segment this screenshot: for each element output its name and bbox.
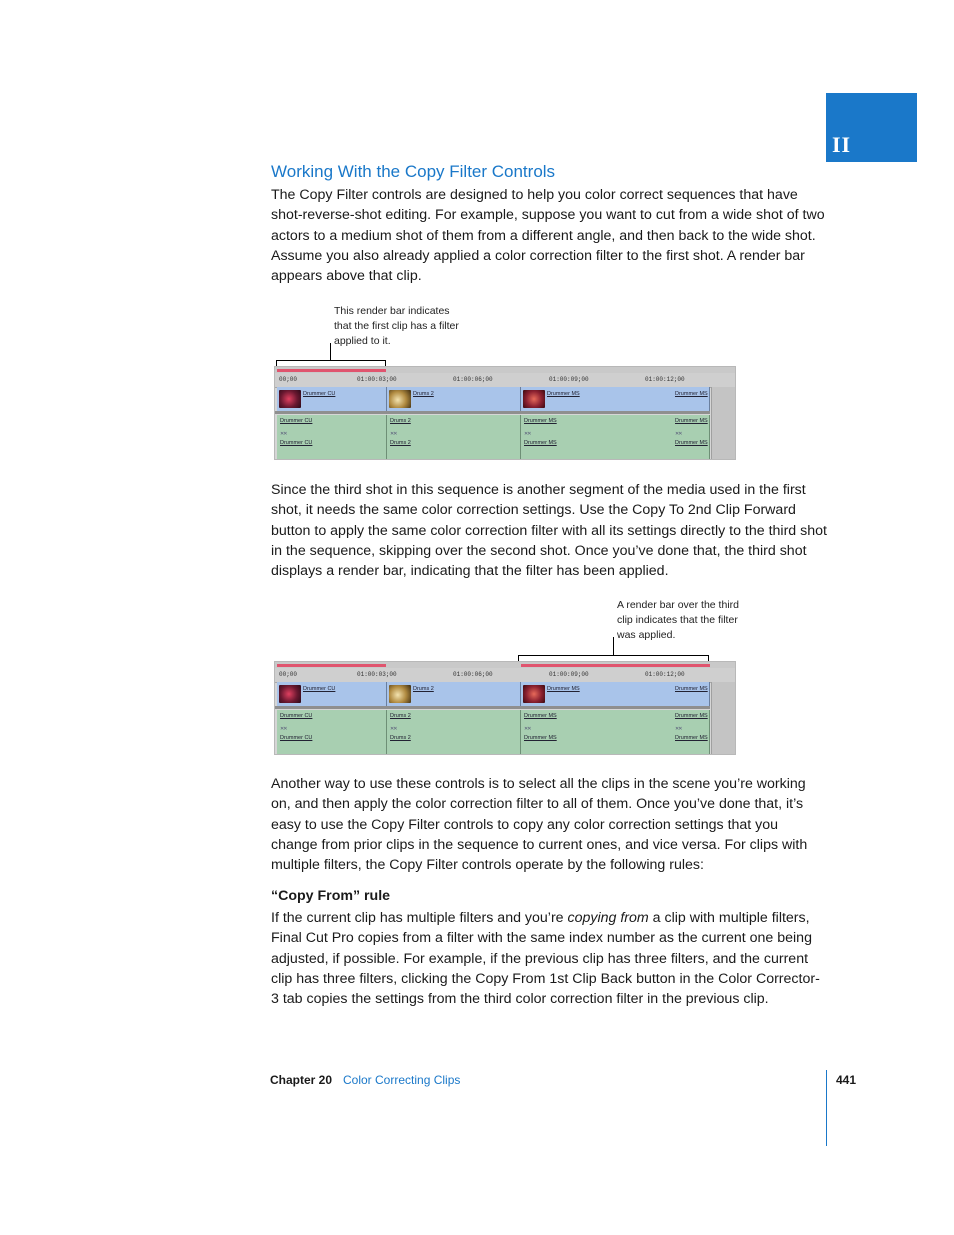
callout-leader-bracket [276, 360, 386, 361]
timecode-label: 00;00 [279, 671, 298, 678]
paragraph-intro: The Copy Filter controls are designed to help you color correct sequences that have shot-reverse-shot editing. For example, suppose you want to cut from a wide shot of two actors to a medium shot of them from a different angle, and then back to the wide shot. Assume you also already applied a color correction filter to the first shot. A render bar appears above that clip. [271, 187, 825, 285]
timecode-label: 01:00:09;00 [549, 671, 589, 678]
timecode-label: 01:00:12;00 [645, 671, 685, 678]
link-icon: ✕✕ [524, 726, 531, 732]
rule-text-end: a clip with multiple filters, Final Cut Pro copies from a filter with the same index number as the current one being adjusted, if possible. For example, if the previous clip has three filters, and the current clip has three filters, clicking the Copy From 1st Clip Back button in the Color Corrector-3 tab copies the settings from the third color correction filter in the previous clip. [271, 910, 820, 1008]
clip-label: Drums 2 [390, 418, 411, 424]
render-bar-clip-1 [277, 664, 386, 667]
footer-chapter: Chapter 20 [270, 1073, 333, 1087]
timeline-scroll-gutter [711, 387, 736, 459]
audio-clip[interactable] [277, 415, 387, 459]
clip-label: Drummer CU [280, 713, 313, 719]
clip-label: Drummer MS [524, 440, 557, 446]
callout-leader-vertical [330, 343, 331, 360]
link-icon: ✕✕ [390, 431, 397, 437]
link-icon: ✕✕ [675, 726, 682, 732]
timeline-scroll-gutter [711, 682, 736, 754]
clip-label: Drummer CU [303, 391, 336, 397]
section-heading: Working With the Copy Filter Controls [271, 162, 556, 181]
render-bar-clip-3 [521, 664, 710, 667]
clip-label: Drums 2 [390, 440, 411, 446]
link-icon: ✕✕ [675, 431, 682, 437]
clip-label: Drummer MS [675, 418, 708, 424]
clip-thumbnail [279, 390, 301, 408]
clip-label: Drums 2 [413, 391, 434, 397]
timeline-figure-1 [274, 366, 736, 460]
track-separator [275, 411, 710, 414]
audio-tracks [277, 415, 710, 459]
clip-label: Drummer MS [524, 713, 557, 719]
timeline-figure-2 [274, 661, 736, 755]
timecode-ruler [275, 373, 735, 388]
audio-clip[interactable] [387, 415, 521, 459]
clip-label: Drums 2 [390, 713, 411, 719]
audio-tracks [277, 710, 710, 754]
video-clip[interactable] [521, 387, 710, 411]
clip-label: Drums 2 [413, 686, 434, 692]
callout-leader-vertical [613, 637, 614, 655]
clip-thumbnail [389, 390, 411, 408]
rule-text-emphasis: copying from [567, 910, 649, 926]
clip-label: Drummer MS [675, 440, 708, 446]
timecode-ruler [275, 668, 735, 683]
callout-leader-bracket [518, 655, 709, 656]
video-clip[interactable] [277, 387, 387, 411]
video-track [277, 682, 710, 706]
callout-first-render-bar: This render bar indicates that the first clip has a filter applied to it. [334, 305, 459, 347]
clip-thumbnail [279, 685, 301, 703]
timecode-label: 01:00:03;00 [357, 671, 397, 678]
clip-label: Drummer MS [524, 418, 557, 424]
clip-label: Drummer MS [547, 391, 580, 397]
link-icon: ✕✕ [524, 431, 531, 437]
link-icon: ✕✕ [390, 726, 397, 732]
timecode-label: 01:00:12;00 [645, 376, 685, 383]
video-clip[interactable] [521, 682, 710, 706]
link-icon: ✕✕ [280, 431, 287, 437]
audio-clip[interactable] [277, 710, 387, 754]
paragraph-copy-forward: Since the third shot in this sequence is another segment of the media used in the first shot, it needs the same color correction settings. Use the Copy To 2nd Clip Forward button to apply the same color correction filter with all its settings directly to the third shot in the sequence, skipping over the second shot. Once you’ve done that, the third shot displays a render bar, indicating that the filter has been applied. [271, 482, 827, 580]
clip-label: Drums 2 [390, 735, 411, 741]
page-number: 441 [836, 1073, 857, 1087]
clip-label: Drummer CU [303, 686, 336, 692]
clip-label: Drummer CU [280, 418, 313, 424]
callout-third-render-bar: A render bar over the third clip indicates that the filter was applied. [617, 599, 739, 641]
clip-label: Drummer CU [280, 440, 313, 446]
link-icon: ✕✕ [280, 726, 287, 732]
timecode-label: 01:00:06;00 [453, 671, 493, 678]
clip-thumbnail [523, 390, 545, 408]
clip-thumbnail [523, 685, 545, 703]
part-number: II [832, 132, 852, 157]
clip-label: Drummer MS [675, 391, 708, 397]
track-separator [275, 706, 710, 709]
paragraph-select-all: Another way to use these controls is to select all the clips in the scene you’re working on, and then apply the color correction filter to all of them. Once you’ve done that, it’s easy to use the Copy Filter controls to copy any color correction settings that you change from prior clips in the sequence to current ones, and vice versa. For clips with multiple filters, the Copy Filter controls operate by the following rules: [271, 776, 808, 874]
render-bar-clip-1 [277, 369, 386, 372]
rule-subheading: “Copy From” rule [271, 888, 391, 904]
rule-text-start: If the current clip has multiple filters and you’re [271, 910, 568, 926]
clip-label: Drummer MS [675, 686, 708, 692]
audio-clip[interactable] [521, 710, 710, 754]
paragraph-copy-from-rule [271, 908, 827, 1009]
audio-clip[interactable] [387, 710, 521, 754]
clip-label: Drummer MS [547, 686, 580, 692]
clip-thumbnail [389, 685, 411, 703]
clip-label: Drummer MS [524, 735, 557, 741]
part-tab [826, 93, 917, 162]
video-clip[interactable] [277, 682, 387, 706]
video-clip[interactable] [387, 387, 521, 411]
timecode-label: 01:00:09;00 [549, 376, 589, 383]
footer-chapter-title: Color Correcting Clips [343, 1073, 461, 1087]
clip-label: Drummer MS [675, 735, 708, 741]
audio-clip[interactable] [521, 415, 710, 459]
timecode-label: 01:00:03;00 [357, 376, 397, 383]
timecode-label: 01:00:06;00 [453, 376, 493, 383]
timecode-label: 00;00 [279, 376, 298, 383]
footer-divider [826, 1070, 827, 1146]
video-clip[interactable] [387, 682, 521, 706]
video-track [277, 387, 710, 411]
clip-label: Drummer MS [675, 713, 708, 719]
clip-label: Drummer CU [280, 735, 313, 741]
